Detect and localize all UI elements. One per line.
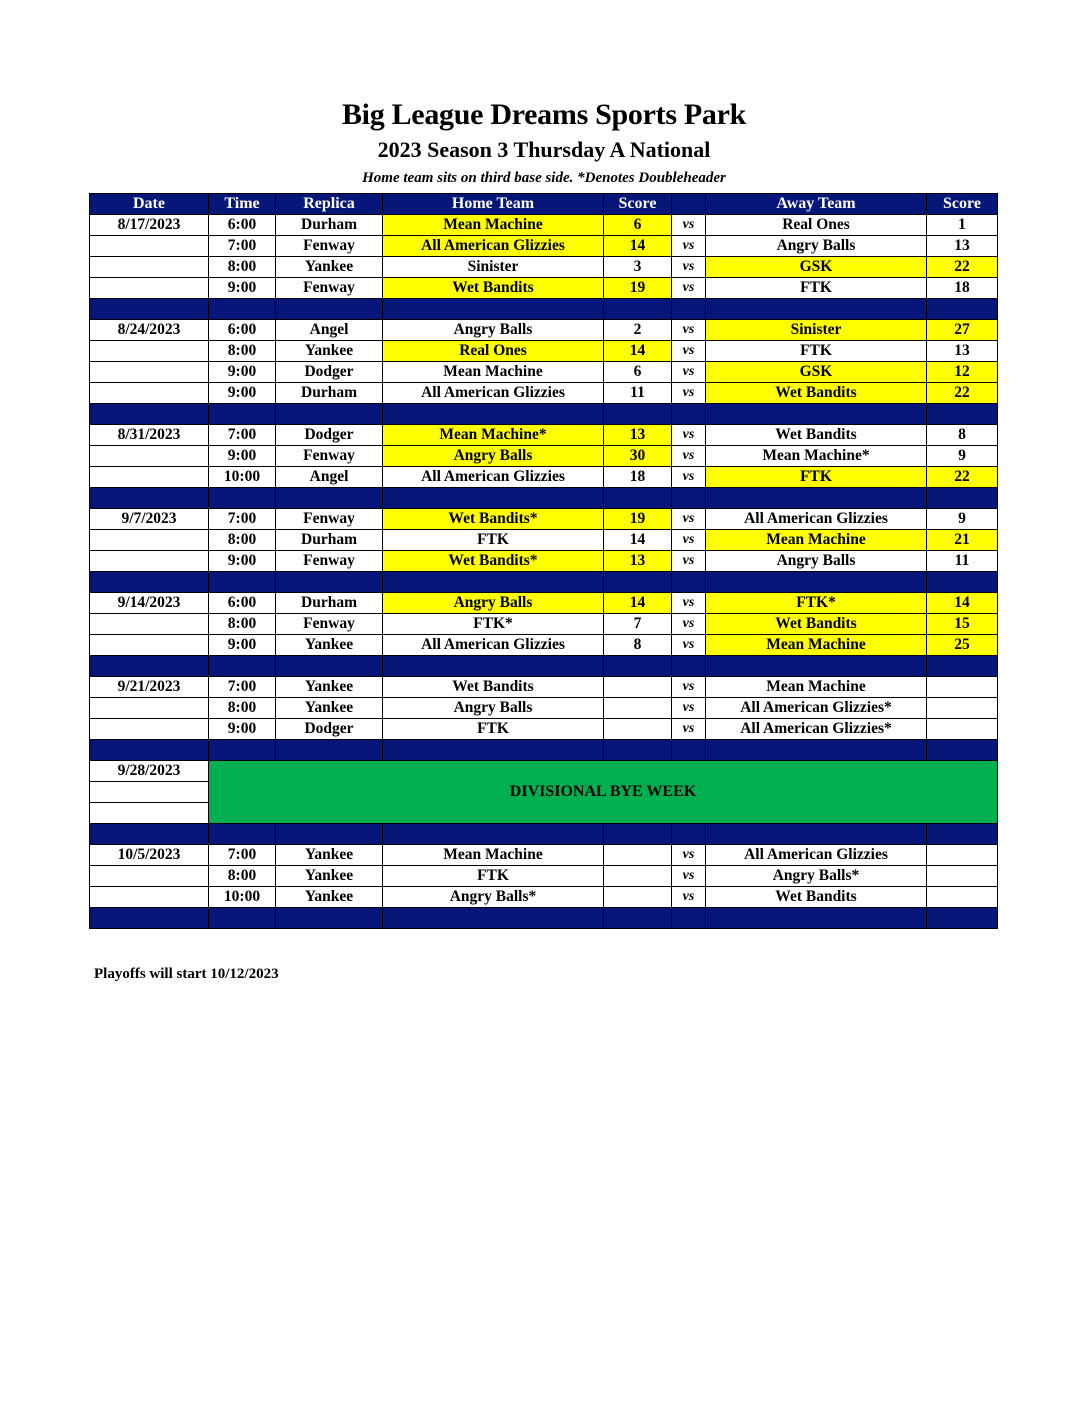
away-team: FTK*: [706, 593, 927, 614]
home-team: Angry Balls*: [383, 887, 604, 908]
game-date: [90, 278, 209, 299]
separator-cell: [276, 299, 383, 320]
separator-cell: [276, 908, 383, 929]
bye-row: [90, 761, 998, 782]
separator-cell: [383, 908, 604, 929]
game-field: Angel: [276, 467, 383, 488]
page-title: Big League Dreams Sports Park: [341, 98, 747, 131]
game-field: Fenway: [276, 509, 383, 530]
home-team: Angry Balls: [383, 446, 604, 467]
away-score: 27: [927, 320, 998, 341]
away-score: [927, 719, 998, 740]
game-field: Angel: [276, 320, 383, 341]
away-score: 13: [927, 236, 998, 257]
game-date: [90, 530, 209, 551]
game-time: 9:00: [209, 635, 276, 656]
vs-label: vs: [672, 698, 706, 719]
home-score: 14: [604, 341, 672, 362]
vs-label: vs: [672, 320, 706, 341]
game-row: [90, 845, 998, 866]
separator-cell: [383, 572, 604, 593]
game-row: [90, 887, 998, 908]
game-field: Durham: [276, 593, 383, 614]
separator-cell: [672, 488, 706, 509]
separator-cell: [209, 824, 276, 845]
home-team: Wet Bandits*: [383, 509, 604, 530]
home-score: 18: [604, 467, 672, 488]
home-team: FTK*: [383, 614, 604, 635]
away-score: 1: [927, 215, 998, 236]
game-date: 9/7/2023: [90, 509, 209, 530]
game-time: 7:00: [209, 677, 276, 698]
game-row: [90, 236, 998, 257]
game-field: Durham: [276, 530, 383, 551]
away-team: Angry Balls: [706, 236, 927, 257]
game-row: [90, 467, 998, 488]
game-row: [90, 635, 998, 656]
game-field: Yankee: [276, 845, 383, 866]
separator-cell: [604, 824, 672, 845]
home-score: 8: [604, 635, 672, 656]
game-row: [90, 278, 998, 299]
separator-cell: [927, 404, 998, 425]
home-score: 6: [604, 362, 672, 383]
away-score: 8: [927, 425, 998, 446]
separator-cell: [383, 740, 604, 761]
vs-label: vs: [672, 551, 706, 572]
home-score: 14: [604, 593, 672, 614]
week-separator: [90, 656, 998, 677]
separator-cell: [604, 656, 672, 677]
home-score: 13: [604, 551, 672, 572]
separator-cell: [706, 572, 927, 593]
separator-cell: [927, 488, 998, 509]
game-date: 8/31/2023: [90, 425, 209, 446]
away-score: 12: [927, 362, 998, 383]
separator-cell: [706, 908, 927, 929]
game-field: Durham: [276, 215, 383, 236]
vs-label: vs: [672, 362, 706, 383]
game-date: [90, 866, 209, 887]
separator-cell: [276, 572, 383, 593]
home-score: 11: [604, 383, 672, 404]
vs-label: vs: [672, 719, 706, 740]
away-team: Wet Bandits: [706, 383, 927, 404]
game-time: 9:00: [209, 551, 276, 572]
vs-label: vs: [672, 866, 706, 887]
game-date: 8/17/2023: [90, 215, 209, 236]
game-time: 7:00: [209, 236, 276, 257]
separator-cell: [209, 488, 276, 509]
separator-cell: [90, 488, 209, 509]
away-team: FTK: [706, 467, 927, 488]
home-score: 6: [604, 215, 672, 236]
home-team: FTK: [383, 866, 604, 887]
separator-cell: [672, 908, 706, 929]
away-team: Wet Bandits: [706, 887, 927, 908]
vs-label: vs: [672, 257, 706, 278]
away-score: 21: [927, 530, 998, 551]
separator-cell: [209, 740, 276, 761]
separator-cell: [927, 656, 998, 677]
separator-cell: [706, 299, 927, 320]
home-team: Angry Balls: [383, 320, 604, 341]
separator-cell: [383, 488, 604, 509]
game-date: 9/21/2023: [90, 677, 209, 698]
game-time: 7:00: [209, 845, 276, 866]
away-score: [927, 887, 998, 908]
separator-cell: [276, 488, 383, 509]
separator-cell: [383, 656, 604, 677]
header-row: [90, 194, 998, 215]
away-score: 15: [927, 614, 998, 635]
bye-week-banner: DIVISIONAL BYE WEEK: [209, 761, 998, 824]
week-separator: [90, 824, 998, 845]
game-date: [90, 362, 209, 383]
separator-cell: [383, 299, 604, 320]
schedule-body: [90, 215, 998, 929]
game-time: 9:00: [209, 719, 276, 740]
game-field: Yankee: [276, 677, 383, 698]
game-field: Fenway: [276, 278, 383, 299]
separator-cell: [276, 740, 383, 761]
home-score: 14: [604, 236, 672, 257]
vs-label: vs: [672, 593, 706, 614]
away-team: Angry Balls: [706, 551, 927, 572]
game-time: 9:00: [209, 278, 276, 299]
home-team: Angry Balls: [383, 698, 604, 719]
separator-cell: [604, 299, 672, 320]
separator-cell: [927, 572, 998, 593]
vs-label: vs: [672, 677, 706, 698]
game-row: [90, 425, 998, 446]
game-time: 9:00: [209, 362, 276, 383]
vs-label: vs: [672, 467, 706, 488]
schedule-table: [89, 193, 998, 929]
vs-label: vs: [672, 530, 706, 551]
game-date: [90, 383, 209, 404]
game-row: [90, 530, 998, 551]
game-date: [90, 698, 209, 719]
vs-label: vs: [672, 509, 706, 530]
home-score: 13: [604, 425, 672, 446]
vs-label: vs: [672, 215, 706, 236]
week-separator: [90, 908, 998, 929]
home-team: All American Glizzies: [383, 236, 604, 257]
vs-label: vs: [672, 446, 706, 467]
away-team: Wet Bandits: [706, 614, 927, 635]
schedule-note: Home team sits on third base side. *Denotes Doubleheader: [362, 170, 726, 186]
game-field: Dodger: [276, 425, 383, 446]
away-score: 9: [927, 509, 998, 530]
separator-cell: [209, 299, 276, 320]
home-team: Angry Balls: [383, 593, 604, 614]
away-score: 22: [927, 383, 998, 404]
game-row: [90, 677, 998, 698]
home-team: Sinister: [383, 257, 604, 278]
game-field: Yankee: [276, 635, 383, 656]
away-score: [927, 845, 998, 866]
game-time: 9:00: [209, 446, 276, 467]
separator-cell: [383, 824, 604, 845]
col-vs: [672, 194, 706, 215]
game-date: [90, 635, 209, 656]
game-row: [90, 383, 998, 404]
vs-label: vs: [672, 845, 706, 866]
separator-cell: [209, 404, 276, 425]
separator-cell: [383, 404, 604, 425]
game-time: 8:00: [209, 866, 276, 887]
home-team: All American Glizzies: [383, 467, 604, 488]
home-team: Wet Bandits: [383, 278, 604, 299]
game-row: [90, 551, 998, 572]
game-time: 7:00: [209, 509, 276, 530]
week-separator: [90, 740, 998, 761]
separator-cell: [209, 572, 276, 593]
game-date: [90, 887, 209, 908]
home-team: FTK: [383, 530, 604, 551]
col-time: Time: [209, 194, 276, 215]
game-time: 8:00: [209, 530, 276, 551]
separator-cell: [927, 824, 998, 845]
away-team: Mean Machine: [706, 635, 927, 656]
game-date: [90, 803, 209, 824]
game-field: Dodger: [276, 719, 383, 740]
home-score: 19: [604, 278, 672, 299]
separator-cell: [90, 572, 209, 593]
game-time: 10:00: [209, 887, 276, 908]
away-team: GSK: [706, 257, 927, 278]
home-score: [604, 719, 672, 740]
home-score: [604, 866, 672, 887]
away-team: FTK: [706, 341, 927, 362]
col-away-score: Score: [927, 194, 998, 215]
game-time: 8:00: [209, 614, 276, 635]
home-team: Mean Machine*: [383, 425, 604, 446]
game-date: [90, 236, 209, 257]
separator-cell: [672, 824, 706, 845]
game-date: [90, 551, 209, 572]
home-score: 2: [604, 320, 672, 341]
week-separator: [90, 404, 998, 425]
separator-cell: [90, 908, 209, 929]
separator-cell: [604, 908, 672, 929]
away-team: FTK: [706, 278, 927, 299]
week-separator: [90, 572, 998, 593]
game-time: 6:00: [209, 215, 276, 236]
separator-cell: [90, 740, 209, 761]
game-date: 9/14/2023: [90, 593, 209, 614]
game-field: Yankee: [276, 341, 383, 362]
col-home-team: Home Team: [383, 194, 604, 215]
separator-cell: [90, 299, 209, 320]
away-score: 14: [927, 593, 998, 614]
game-row: [90, 593, 998, 614]
col-home-score: Score: [604, 194, 672, 215]
game-field: Fenway: [276, 614, 383, 635]
home-team: All American Glizzies: [383, 635, 604, 656]
away-score: 22: [927, 467, 998, 488]
away-team: All American Glizzies*: [706, 698, 927, 719]
game-time: 8:00: [209, 698, 276, 719]
game-time: 10:00: [209, 467, 276, 488]
home-score: [604, 677, 672, 698]
game-row: [90, 257, 998, 278]
game-time: 8:00: [209, 257, 276, 278]
separator-cell: [927, 740, 998, 761]
game-date: [90, 446, 209, 467]
game-row: [90, 446, 998, 467]
page-subtitle: 2023 Season 3 Thursday A National: [377, 137, 711, 162]
home-score: [604, 698, 672, 719]
vs-label: vs: [672, 635, 706, 656]
away-team: Mean Machine*: [706, 446, 927, 467]
col-replica: Replica: [276, 194, 383, 215]
game-row: [90, 866, 998, 887]
vs-label: vs: [672, 614, 706, 635]
game-date: [90, 782, 209, 803]
away-team: Sinister: [706, 320, 927, 341]
away-score: [927, 677, 998, 698]
away-team: Angry Balls*: [706, 866, 927, 887]
game-field: Yankee: [276, 257, 383, 278]
home-team: Wet Bandits: [383, 677, 604, 698]
separator-cell: [672, 740, 706, 761]
away-score: [927, 698, 998, 719]
separator-cell: [276, 656, 383, 677]
game-row: [90, 362, 998, 383]
home-team: Mean Machine: [383, 215, 604, 236]
game-date: 8/24/2023: [90, 320, 209, 341]
separator-cell: [706, 656, 927, 677]
game-date: [90, 467, 209, 488]
separator-cell: [706, 740, 927, 761]
vs-label: vs: [672, 383, 706, 404]
game-date: [90, 719, 209, 740]
game-date: 9/28/2023: [90, 761, 209, 782]
home-score: 30: [604, 446, 672, 467]
game-field: Yankee: [276, 887, 383, 908]
away-team: Mean Machine: [706, 677, 927, 698]
separator-cell: [604, 572, 672, 593]
separator-cell: [276, 824, 383, 845]
separator-cell: [209, 908, 276, 929]
separator-cell: [604, 404, 672, 425]
game-field: Dodger: [276, 362, 383, 383]
separator-cell: [927, 299, 998, 320]
away-score: 11: [927, 551, 998, 572]
game-time: 7:00: [209, 425, 276, 446]
game-field: Fenway: [276, 236, 383, 257]
away-team: All American Glizzies*: [706, 719, 927, 740]
game-field: Durham: [276, 383, 383, 404]
game-field: Yankee: [276, 866, 383, 887]
game-time: 9:00: [209, 383, 276, 404]
home-team: All American Glizzies: [383, 383, 604, 404]
away-score: [927, 866, 998, 887]
vs-label: vs: [672, 887, 706, 908]
home-team: Real Ones: [383, 341, 604, 362]
game-row: [90, 719, 998, 740]
vs-label: vs: [672, 278, 706, 299]
home-score: 14: [604, 530, 672, 551]
separator-cell: [672, 656, 706, 677]
game-field: Yankee: [276, 698, 383, 719]
game-row: [90, 698, 998, 719]
game-row: [90, 341, 998, 362]
vs-label: vs: [672, 236, 706, 257]
game-time: 8:00: [209, 341, 276, 362]
game-field: Fenway: [276, 446, 383, 467]
separator-cell: [90, 404, 209, 425]
separator-cell: [672, 572, 706, 593]
game-row: [90, 509, 998, 530]
game-date: [90, 257, 209, 278]
home-team: FTK: [383, 719, 604, 740]
game-row: [90, 614, 998, 635]
home-team: Wet Bandits*: [383, 551, 604, 572]
col-date: Date: [90, 194, 209, 215]
away-team: GSK: [706, 362, 927, 383]
home-score: [604, 887, 672, 908]
separator-cell: [209, 656, 276, 677]
playoffs-note: Playoffs will start 10/12/2023: [94, 966, 279, 982]
col-away-team: Away Team: [706, 194, 927, 215]
home-score: 19: [604, 509, 672, 530]
week-separator: [90, 488, 998, 509]
home-score: [604, 845, 672, 866]
week-separator: [90, 299, 998, 320]
away-score: 9: [927, 446, 998, 467]
away-score: 25: [927, 635, 998, 656]
home-team: Mean Machine: [383, 845, 604, 866]
separator-cell: [90, 656, 209, 677]
separator-cell: [604, 740, 672, 761]
away-team: All American Glizzies: [706, 845, 927, 866]
separator-cell: [672, 404, 706, 425]
separator-cell: [672, 299, 706, 320]
separator-cell: [927, 908, 998, 929]
vs-label: vs: [672, 425, 706, 446]
away-score: 13: [927, 341, 998, 362]
game-date: [90, 341, 209, 362]
vs-label: vs: [672, 341, 706, 362]
away-team: Real Ones: [706, 215, 927, 236]
game-row: [90, 320, 998, 341]
separator-cell: [706, 488, 927, 509]
separator-cell: [276, 404, 383, 425]
game-time: 6:00: [209, 593, 276, 614]
game-row: [90, 215, 998, 236]
separator-cell: [604, 488, 672, 509]
away-team: Wet Bandits: [706, 425, 927, 446]
home-score: 7: [604, 614, 672, 635]
separator-cell: [90, 824, 209, 845]
away-score: 18: [927, 278, 998, 299]
game-time: 6:00: [209, 320, 276, 341]
home-score: 3: [604, 257, 672, 278]
home-team: Mean Machine: [383, 362, 604, 383]
separator-cell: [706, 824, 927, 845]
game-field: Fenway: [276, 551, 383, 572]
game-date: [90, 614, 209, 635]
away-team: All American Glizzies: [706, 509, 927, 530]
away-score: 22: [927, 257, 998, 278]
separator-cell: [706, 404, 927, 425]
away-team: Mean Machine: [706, 530, 927, 551]
game-date: 10/5/2023: [90, 845, 209, 866]
